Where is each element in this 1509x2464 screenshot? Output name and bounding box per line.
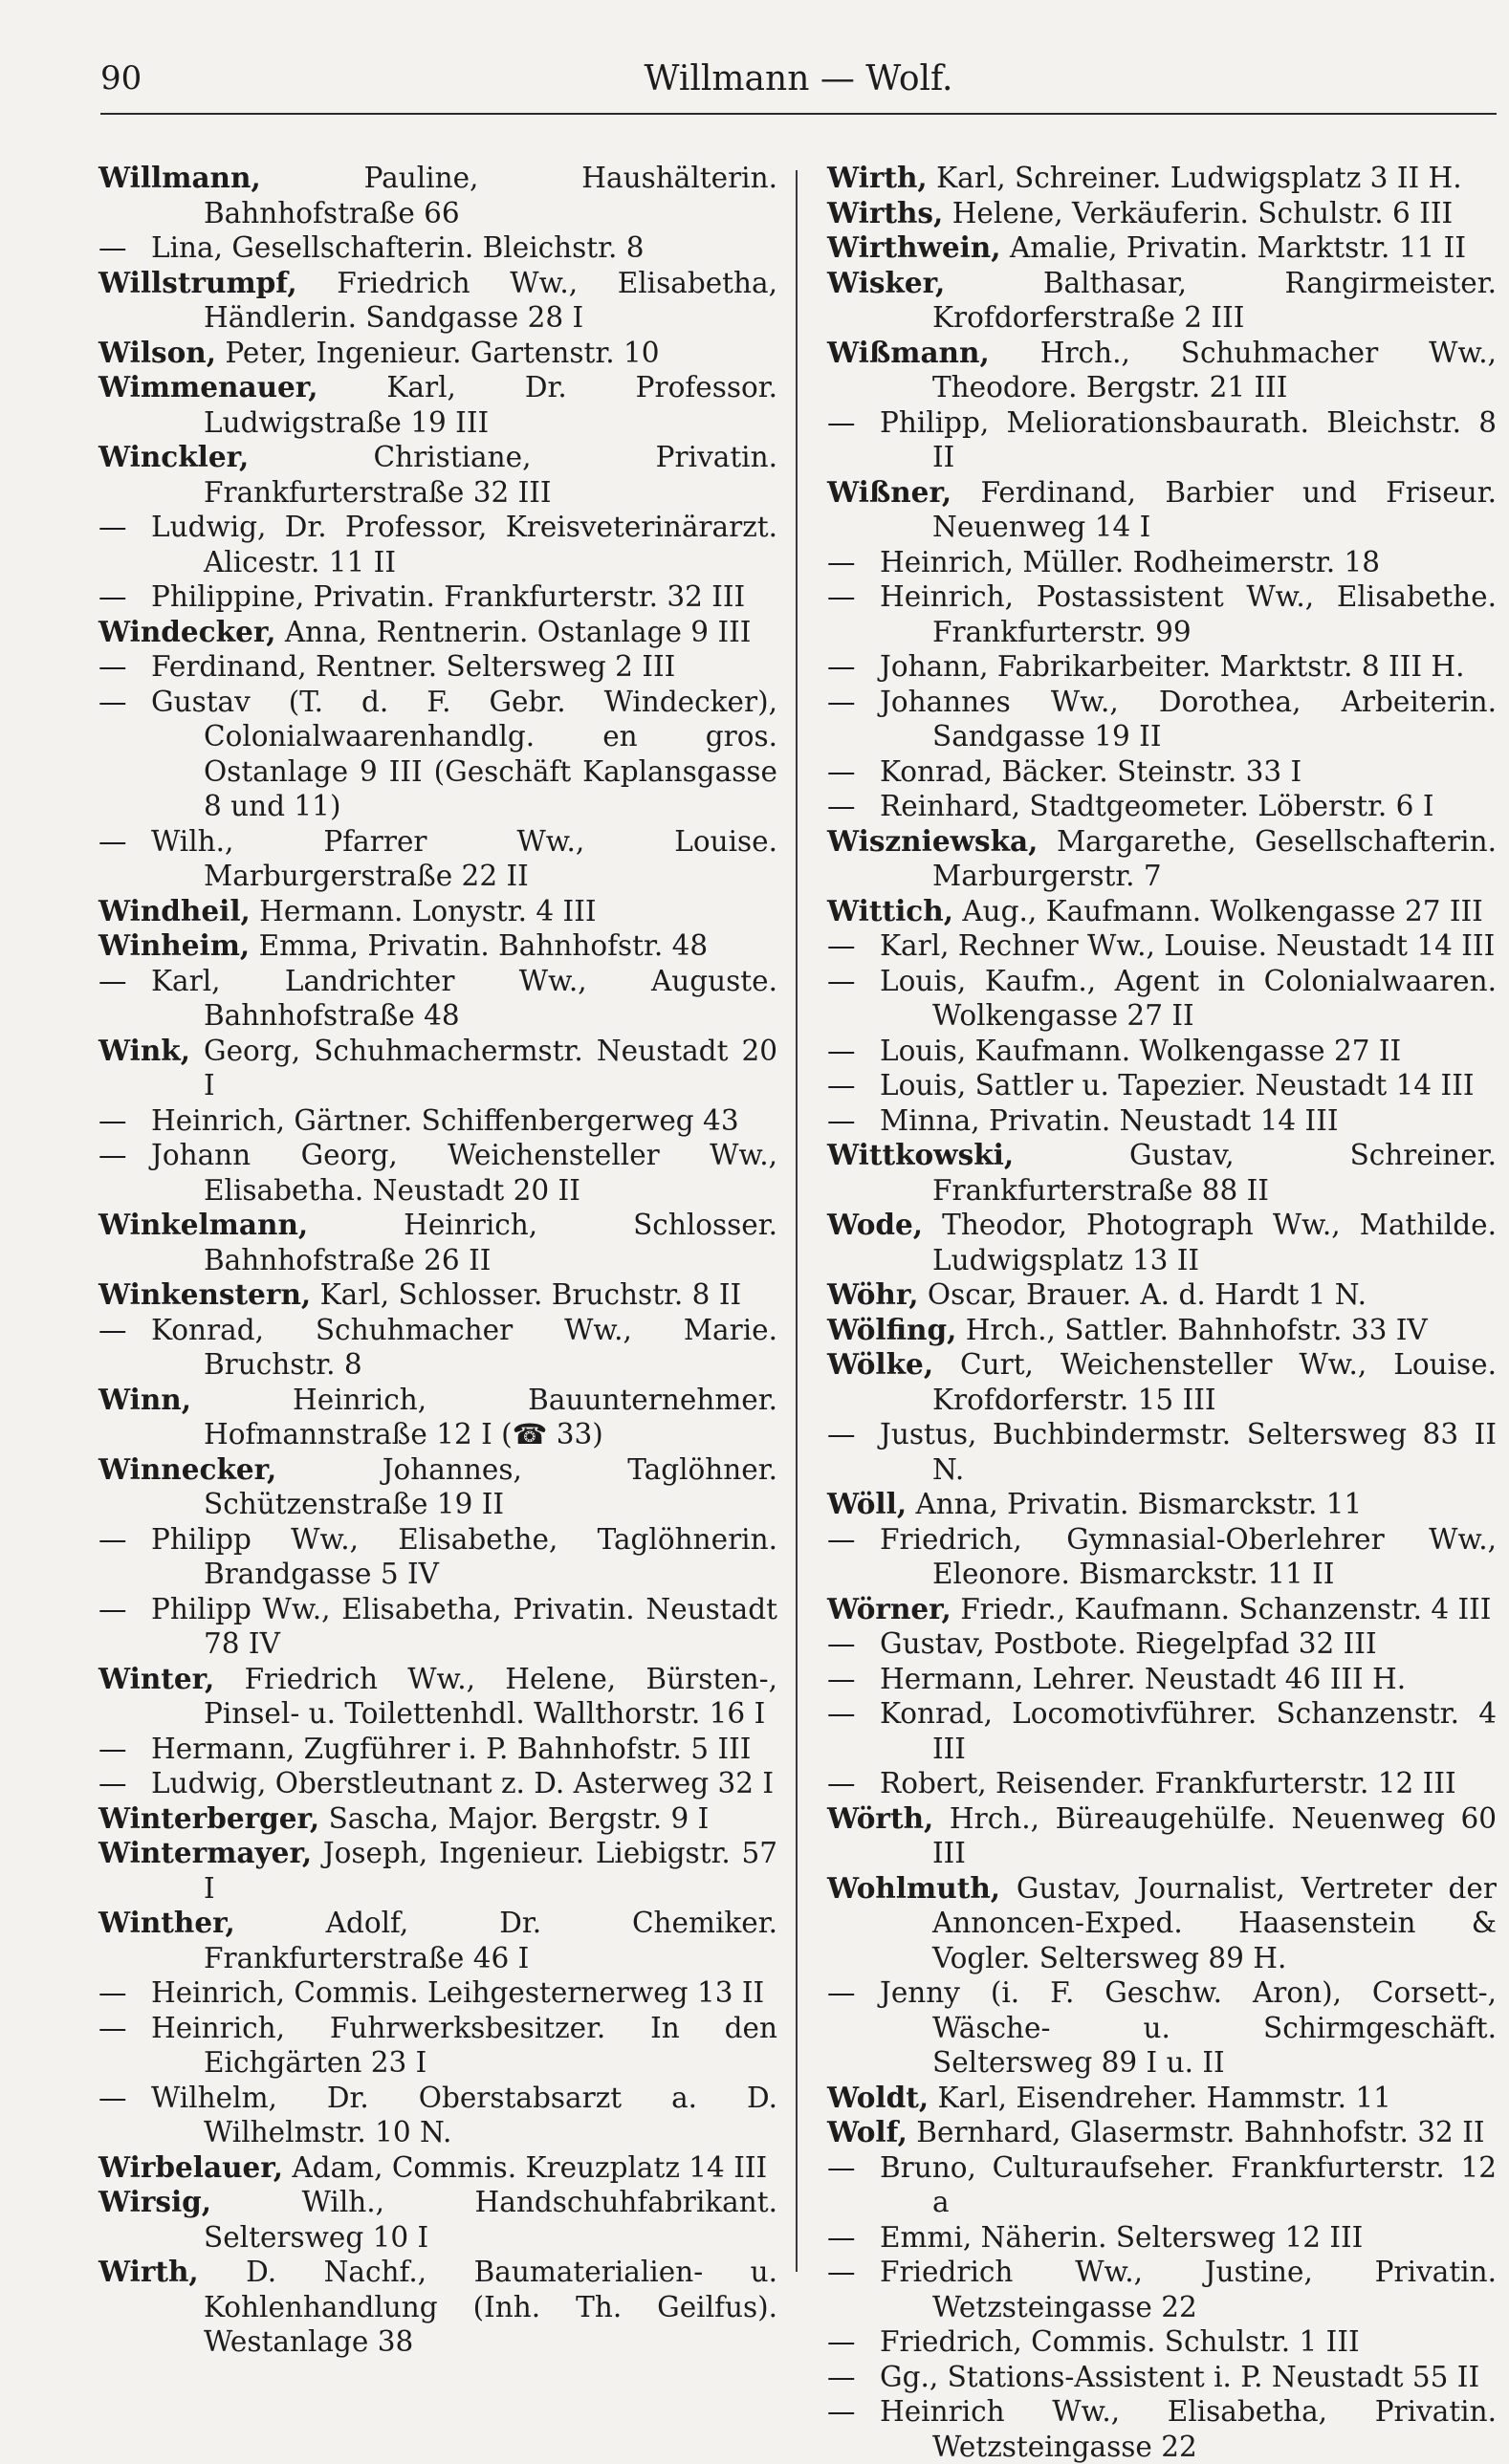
ditto-dash: —	[827, 2220, 856, 2254]
directory-entry	[98, 1452, 777, 1522]
entry-surname: Wißner,	[827, 474, 952, 509]
entry-text: Hermann, Zugführer i. P. Bahnhofstr. 5 III	[151, 1732, 752, 1765]
entry-text: Margarethe, Gesellschafterin. Marburgerstr. 7	[932, 824, 1497, 892]
entry-surname: Wittkowski,	[827, 1138, 1015, 1171]
column-divider	[796, 170, 798, 2272]
directory-entry	[98, 440, 777, 510]
directory-subentry	[98, 2011, 777, 2081]
ditto-dash: —	[827, 650, 856, 683]
entry-surname: Wirths,	[827, 195, 944, 229]
entry-text: Heinrich, Commis. Leihgesternerweg 13 II	[151, 1976, 765, 2009]
entry-text: Aug., Kaufmann. Wolkengasse 27 III	[952, 894, 1483, 927]
entry-surname: Wilson,	[98, 335, 217, 369]
entry-surname: Woldt,	[827, 2080, 929, 2114]
directory-subentry	[827, 2150, 1497, 2220]
directory-entry	[98, 2150, 777, 2186]
entry-text: D. Nachf., Baumaterialien- u. Kohlenhandlung (Inh. Th. Geilfus). Westanlage 38	[198, 2256, 777, 2358]
directory-entry	[98, 1906, 777, 1975]
directory-subentry	[827, 2360, 1497, 2395]
directory-subentry	[827, 649, 1497, 685]
directory-entry	[98, 2255, 777, 2360]
entry-text: Louis, Kaufm., Agent in Colonialwaaren. Wolkengasse 27 II	[880, 964, 1497, 1032]
directory-entry	[98, 370, 777, 440]
entry-text: Johannes, Taglöhner. Schützenstraße 19 II	[204, 1452, 777, 1520]
ditto-dash: —	[827, 1976, 856, 2009]
entry-text: Konrad, Locomotivführer. Schanzenstr. 4 III	[880, 1697, 1497, 1765]
directory-subentry	[827, 685, 1497, 754]
ditto-dash: —	[98, 1139, 127, 1171]
page-header	[100, 55, 1497, 115]
directory-subentry	[827, 2324, 1497, 2360]
directory-subentry	[98, 1592, 777, 1662]
directory-subentry	[98, 1975, 777, 2011]
directory-entry	[98, 894, 777, 929]
directory-subentry	[98, 230, 777, 266]
directory-subentry	[827, 964, 1497, 1034]
directory-entry	[98, 161, 777, 230]
ditto-dash: —	[827, 2325, 856, 2358]
entry-text: Hermann, Lehrer. Neustadt 46 III H.	[880, 1662, 1407, 1695]
entry-text: Ludwig, Oberstleutnant z. D. Asterweg 32 I	[151, 1767, 775, 1799]
directory-entry	[98, 266, 777, 336]
entry-text: Georg, Schuhmachermstr. Neustadt 20 I	[189, 1034, 777, 1101]
entry-text: Heinrich, Fuhrwerksbesitzer. In den Eichgärten 23 I	[151, 2011, 777, 2079]
entry-text: Wilh., Pfarrer Ww., Louise. Marburgerstraße 22 II	[151, 824, 777, 892]
entry-surname: Windheil,	[98, 893, 251, 927]
entry-text: Hrch., Sattler. Bahnhofstr. 33 IV	[956, 1313, 1428, 1346]
entry-surname: Winther,	[98, 1906, 235, 1939]
entry-surname: Wißmann,	[827, 335, 990, 369]
entry-text: Heinrich, Bauunternehmer. Hofmannstraße 12 I (☎ 33)	[190, 1383, 777, 1450]
directory-entry	[827, 1313, 1497, 1348]
ditto-dash: —	[98, 231, 127, 264]
entry-text: Karl, Schreiner. Ludwigsplatz 3 II H.	[927, 162, 1462, 194]
entry-text: Karl, Eisendreher. Hammstr. 11	[929, 2081, 1391, 2114]
ditto-dash: —	[98, 685, 127, 718]
ditto-dash: —	[98, 580, 127, 613]
directory-subentry	[827, 405, 1497, 475]
directory-subentry	[98, 964, 777, 1034]
directory-entry	[827, 1208, 1497, 1277]
directory-entry	[98, 2185, 777, 2255]
entry-text: Oscar, Brauer. A. d. Hardt 1 N.	[918, 1278, 1367, 1311]
entry-text: Konrad, Bäcker. Steinstr. 33 I	[880, 754, 1302, 788]
ditto-dash: —	[827, 1103, 856, 1137]
directory-subentry	[98, 1522, 777, 1592]
entry-text: Friedrich, Commis. Schulstr. 1 III	[880, 2325, 1360, 2358]
entry-text: Hrch., Schuhmacher Ww., Theodore. Bergstr. 21 III	[932, 336, 1497, 403]
directory-subentry	[98, 1766, 777, 1801]
directory-entry	[827, 266, 1497, 336]
ditto-dash: —	[827, 964, 856, 997]
entry-text: Heinrich, Gärtner. Schiffenbergerweg 43	[151, 1103, 739, 1137]
entry-text: Ferdinand, Barbier und Friseur. Neuenweg 14 I	[932, 475, 1497, 543]
directory-subentry	[98, 1103, 777, 1139]
directory-entry	[827, 1487, 1497, 1522]
entry-surname: Winnecker,	[98, 1451, 277, 1486]
entry-surname: Winter,	[98, 1661, 215, 1695]
ditto-dash: —	[827, 1662, 856, 1695]
entry-text: Robert, Reisender. Frankfurterstr. 12 III	[880, 1767, 1456, 1799]
ditto-dash: —	[827, 2395, 856, 2428]
ditto-dash: —	[98, 1592, 127, 1625]
entry-surname: Winckler,	[98, 440, 250, 473]
directory-entry	[827, 230, 1497, 266]
ditto-dash: —	[827, 1418, 856, 1450]
ditto-dash: —	[827, 2256, 856, 2288]
ditto-dash: —	[827, 545, 856, 578]
directory-entry	[827, 1347, 1497, 1417]
ditto-dash: —	[827, 1034, 856, 1067]
entry-surname: Winkenstern,	[98, 1277, 312, 1311]
ditto-dash: —	[827, 754, 856, 788]
ditto-dash: —	[827, 580, 856, 613]
entry-text: Peter, Ingenieur. Gartenstr. 10	[216, 336, 660, 369]
entry-text: Sascha, Major. Bergstr. 9 I	[319, 1801, 710, 1835]
entry-text: Philipp, Meliorationsbaurath. Bleichstr. 8 II	[880, 405, 1497, 473]
entry-surname: Wimmenauer,	[98, 370, 318, 403]
directory-entry	[98, 1662, 777, 1732]
entry-text: Joseph, Ingenieur. Liebigstr. 57 I	[204, 1837, 777, 1905]
entry-surname: Willstrumpf,	[98, 265, 297, 299]
directory-entry	[827, 2081, 1497, 2116]
entry-text: Friedrich Ww., Elisabetha, Händlerin. Sandgasse 28 I	[204, 266, 777, 334]
entry-text: Konrad, Schuhmacher Ww., Marie. Bruchstr. 8	[151, 1313, 777, 1381]
entry-text: Louis, Kaufmann. Wolkengasse 27 II	[880, 1034, 1402, 1067]
entry-surname: Willmann,	[98, 161, 261, 194]
directory-subentry	[827, 1522, 1497, 1592]
entry-surname: Wintermayer,	[98, 1836, 313, 1869]
directory-entry	[827, 161, 1497, 196]
ditto-dash: —	[98, 1732, 127, 1765]
ditto-dash: —	[98, 1103, 127, 1137]
directory-subentry	[827, 1417, 1497, 1487]
entry-text: Louis, Sattler u. Tapezier. Neustadt 14 III	[880, 1069, 1475, 1101]
directory-subentry	[98, 510, 777, 579]
directory-subentry	[827, 1696, 1497, 1766]
directory-subentry	[827, 1103, 1497, 1139]
entry-text: Pauline, Haushälterin. Bahnhofstraße 66	[204, 162, 777, 229]
directory-entry	[827, 894, 1497, 929]
entry-surname: Winheim,	[98, 928, 251, 962]
entry-text: Ferdinand, Rentner. Seltersweg 2 III	[151, 650, 676, 683]
directory-subentry	[827, 2255, 1497, 2324]
directory-entry	[98, 615, 777, 650]
entry-text: Theodor, Photograph Ww., Mathilde. Ludwigsplatz 13 II	[923, 1209, 1497, 1276]
ditto-dash: —	[98, 1767, 127, 1799]
directory-entry	[98, 1836, 777, 1906]
entry-text: Johannes Ww., Dorothea, Arbeiterin. Sandgasse 19 II	[880, 685, 1497, 752]
entry-text: Heinrich, Müller. Rodheimerstr. 18	[880, 545, 1381, 578]
running-title: Willmann — Wolf.	[644, 59, 953, 98]
directory-subentry	[827, 789, 1497, 824]
entry-text: Jenny (i. F. Geschw. Aron), Corsett-, Wäsche- u. Schirmgeschäft. Seltersweg 89 I u. II	[880, 1976, 1497, 2079]
entry-surname: Wöhr,	[827, 1277, 919, 1311]
directory-entry	[827, 1801, 1497, 1871]
ditto-dash: —	[827, 1767, 856, 1799]
directory-subentry	[98, 2081, 777, 2150]
directory-subentry	[98, 1732, 777, 1767]
entry-text: Balthasar, Rangirmeister. Krofdorferstraße 2 III	[932, 266, 1497, 334]
ditto-dash: —	[98, 1522, 127, 1556]
ditto-dash: —	[827, 405, 856, 439]
right-column	[827, 161, 1497, 2464]
entry-text: Emmi, Näherin. Seltersweg 12 III	[880, 2220, 1364, 2254]
entry-text: Minna, Privatin. Neustadt 14 III	[880, 1103, 1339, 1137]
entry-surname: Wode,	[827, 1208, 924, 1241]
left-column	[98, 161, 777, 2360]
entry-surname: Wohlmuth,	[827, 1870, 1001, 1905]
ditto-dash: —	[98, 2011, 127, 2044]
ditto-dash: —	[827, 1627, 856, 1660]
entry-text: Adolf, Dr. Chemiker. Frankfurterstraße 46 I	[204, 1907, 777, 1974]
directory-subentry	[827, 1766, 1497, 1801]
directory-entry	[827, 336, 1497, 405]
entry-text: Friedrich, Gymnasial-Oberlehrer Ww., Eleonore. Bismarckstr. 11 II	[880, 1522, 1497, 1590]
entry-surname: Wisker,	[827, 265, 946, 299]
entry-text: Friedr., Kaufmann. Schanzenstr. 4 III	[951, 1592, 1492, 1625]
directory-entry	[827, 196, 1497, 231]
directory-subentry	[827, 1068, 1497, 1103]
directory-subentry	[827, 1662, 1497, 1697]
entry-text: Justus, Buchbindermstr. Seltersweg 83 II N.	[880, 1418, 1497, 1486]
directory-entry	[98, 1208, 777, 1277]
directory-subentry	[827, 545, 1497, 580]
directory-subentry	[827, 1626, 1497, 1662]
entry-text: Curt, Weichensteller Ww., Louise. Krofdorferstr. 15 III	[932, 1348, 1497, 1416]
directory-entry	[98, 1383, 777, 1452]
entry-text: Philipp Ww., Elisabetha, Privatin. Neustadt 78 IV	[151, 1592, 777, 1660]
directory-subentry	[827, 754, 1497, 790]
entry-text: Heinrich, Postassistent Ww., Elisabethe. Frankfurterstr. 99	[880, 580, 1497, 648]
entry-text: Heinrich, Schlosser. Bahnhofstraße 26 II	[204, 1209, 777, 1276]
entry-text: Heinrich Ww., Elisabetha, Privatin. Wetzsteingasse 22	[880, 2395, 1497, 2463]
entry-text: Johann, Fabrikarbeiter. Marktstr. 8 III H.	[880, 650, 1465, 683]
directory-subentry	[827, 1975, 1497, 2081]
directory-subentry	[98, 649, 777, 685]
entry-surname: Windecker,	[98, 614, 276, 648]
entry-text: Gustav, Journalist, Vertreter der Annoncen-Exped. Haasenstein & Vogler. Seltersweg 89 H.	[932, 1871, 1497, 1974]
entry-text: Anna, Rentnerin. Ostanlage 9 III	[275, 615, 752, 648]
entry-surname: Wittich,	[827, 893, 953, 927]
entry-text: Gg., Stations-Assistent i. P. Neustadt 55 II	[880, 2360, 1480, 2393]
entry-text: Hrch., Büreaugehülfe. Neuenweg 60 III	[932, 1801, 1497, 1869]
directory-entry	[827, 1871, 1497, 1976]
directory-entry	[98, 1277, 777, 1313]
ditto-dash: —	[98, 511, 127, 543]
entry-text: Karl, Rechner Ww., Louise. Neustadt 14 III	[880, 929, 1496, 962]
directory-entry	[827, 1592, 1497, 1627]
ditto-dash: —	[827, 1069, 856, 1101]
ditto-dash: —	[827, 1522, 856, 1556]
entry-text: Adam, Commis. Kreuzplatz 14 III	[282, 2150, 768, 2184]
entry-text: Johann Georg, Weichensteller Ww., Elisabetha. Neustadt 20 II	[151, 1139, 777, 1207]
directory-subentry	[827, 928, 1497, 964]
entry-text: Emma, Privatin. Bahnhofstr. 48	[250, 929, 709, 962]
directory-entry	[98, 1801, 777, 1837]
page-number: 90	[100, 59, 142, 98]
entry-text: Wilh., Handschuhfabrikant. Seltersweg 10 I	[204, 2186, 777, 2254]
entry-text: Karl, Landrichter Ww., Auguste. Bahnhofstraße 48	[151, 964, 777, 1032]
entry-surname: Wink,	[98, 1033, 190, 1067]
entry-surname: Winn,	[98, 1382, 191, 1416]
entry-text: Wilhelm, Dr. Oberstabsarzt a. D. Wilhelmstr. 10 N.	[151, 2081, 777, 2148]
entry-text: Gustav, Schreiner. Frankfurterstraße 88 II	[932, 1139, 1497, 1207]
entry-text: Helene, Verkäuferin. Schulstr. 6 III	[943, 196, 1454, 229]
entry-surname: Wirth,	[98, 2255, 199, 2288]
entry-surname: Wolf,	[827, 2115, 908, 2148]
directory-entry	[98, 336, 777, 371]
directory-subentry	[98, 685, 777, 824]
entry-text: Bruno, Culturaufseher. Frankfurterstr. 12 a	[880, 2150, 1497, 2218]
entry-text: Philipp Ww., Elisabethe, Taglöhnerin. Brandgasse 5 IV	[151, 1522, 777, 1590]
entry-surname: Wörner,	[827, 1591, 951, 1625]
entry-text: Lina, Gesellschafterin. Bleichstr. 8	[151, 231, 645, 264]
entry-surname: Wirsig,	[98, 2185, 212, 2218]
directory-subentry	[827, 579, 1497, 649]
ditto-dash: —	[98, 964, 127, 997]
ditto-dash: —	[827, 685, 856, 718]
entry-surname: Winkelmann,	[98, 1208, 309, 1241]
entry-text: Hermann. Lonystr. 4 III	[250, 894, 597, 927]
directory-subentry	[98, 579, 777, 615]
ditto-dash: —	[98, 1313, 127, 1346]
directory-subentry	[98, 1138, 777, 1208]
directory-subentry	[98, 1313, 777, 1383]
entry-text: Karl, Schlosser. Bruchstr. 8 II	[311, 1278, 742, 1311]
entry-text: Ludwig, Dr. Professor, Kreisveterinärarzt. Alicestr. 11 II	[151, 511, 777, 578]
ditto-dash: —	[827, 2360, 856, 2393]
ditto-dash: —	[827, 929, 856, 962]
entry-text: Amalie, Privatin. Marktstr. 11 II	[1000, 231, 1466, 264]
directory-subentry	[827, 2394, 1497, 2464]
entry-surname: Wölke,	[827, 1347, 934, 1381]
entry-text: Friedrich Ww., Helene, Bürsten-, Pinsel- u. Toilettenhdl. Wallthorstr. 16 I	[204, 1662, 777, 1730]
ditto-dash: —	[827, 1697, 856, 1730]
entry-surname: Wöll,	[827, 1487, 908, 1520]
directory-entry	[98, 1034, 777, 1103]
entry-text: Karl, Dr. Professor. Ludwigstraße 19 III	[204, 371, 777, 439]
directory-subentry	[827, 2220, 1497, 2256]
directory-entry	[827, 824, 1497, 894]
entry-text: Reinhard, Stadtgeometer. Löberstr. 6 I	[880, 790, 1434, 822]
entry-surname: Wörth,	[827, 1800, 934, 1835]
entry-surname: Wölfing,	[827, 1312, 957, 1346]
entry-text: Gustav (T. d. F. Gebr. Windecker), Colonialwaarenhandlg. en gros. Ostanlage 9 III (Geschäft Kaplansgasse 8 und 11)	[151, 685, 777, 822]
entry-surname: Winterberger,	[98, 1800, 320, 1835]
ditto-dash: —	[98, 824, 127, 858]
ditto-dash: —	[98, 2081, 127, 2114]
entry-text: Gustav, Postbote. Riegelpfad 32 III	[880, 1627, 1377, 1660]
directory-entry	[827, 1138, 1497, 1208]
ditto-dash: —	[98, 650, 127, 683]
entry-surname: Wirth,	[827, 161, 928, 194]
entry-text: Philippine, Privatin. Frankfurterstr. 32 III	[151, 580, 746, 613]
directory-entry	[827, 1277, 1497, 1313]
entry-surname: Wirthwein,	[827, 230, 1001, 264]
ditto-dash: —	[827, 2150, 856, 2184]
ditto-dash: —	[827, 790, 856, 822]
entry-text: Friedrich Ww., Justine, Privatin. Wetzsteingasse 22	[880, 2256, 1497, 2323]
entry-text: Anna, Privatin. Bismarckstr. 11	[907, 1488, 1363, 1520]
directory-entry	[827, 2115, 1497, 2150]
directory-subentry	[98, 824, 777, 894]
directory-entry	[98, 928, 777, 964]
ditto-dash: —	[98, 1976, 127, 2009]
entry-surname: Wirbelauer,	[98, 2149, 283, 2184]
entry-surname: Wiszniewska,	[827, 823, 1039, 858]
directory-entry	[827, 475, 1497, 545]
directory-subentry	[827, 1034, 1497, 1069]
entry-text: Bernhard, Glasermstr. Bahnhofstr. 32 II	[907, 2116, 1485, 2148]
entry-text: Christiane, Privatin. Frankfurterstraße 32 III	[204, 441, 777, 509]
